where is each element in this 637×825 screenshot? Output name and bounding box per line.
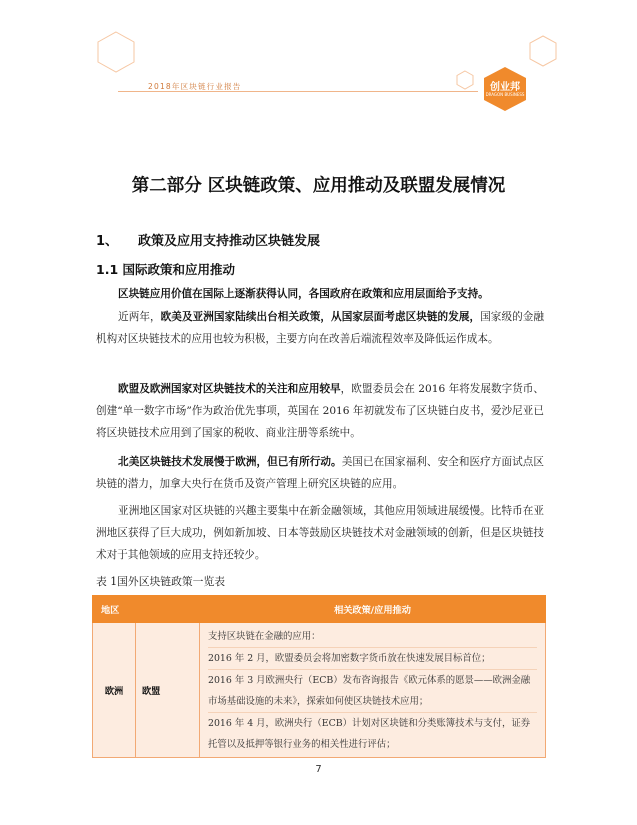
section-number: 1、 <box>96 234 119 249</box>
paragraph-3-text: ，欧盟委员会在 2016 年将发展数字货币、创建“单一数字市场”作为政治优先事项，英国在 2016 年初就发布了区块链白皮书，爱沙尼亚已将区块链技术应用到了国家的税收、商业注册等系统中。 <box>96 383 544 439</box>
policy-item: 支持区块链在金融的应用： <box>208 626 537 648</box>
section-heading: 政策及应用支持推动区块链发展 <box>138 234 321 249</box>
decorative-hexagon-small <box>456 70 474 90</box>
policy-table <box>92 595 546 758</box>
paragraph-3 <box>96 378 544 444</box>
decorative-hexagon-right <box>528 34 558 68</box>
table-caption: 表 1国外区块链政策一览表 <box>96 575 226 588</box>
paragraph-2-bold: 欧美及亚洲国家陆续出台相关政策，从国家层面考虑区块链的发展， <box>160 311 481 323</box>
policy-item: 2016 年 4 月，欧洲央行（ECB）计划对区块链和分类账簿技术与支付，证券托管以及抵押等银行业务的相关性进行评估； <box>208 718 531 750</box>
paragraph-2 <box>96 306 544 350</box>
page-number: 7 <box>315 764 322 775</box>
policy-item: 2016 年 3 月欧洲央行（ECB）发布咨询报告《欧元体系的愿景——欧洲金融市场基础设施的未来》，探索如何使区块链技术应用； <box>208 670 537 713</box>
page-title: 第二部分 区块链政策、应用推动及联盟发展情况 <box>131 176 506 196</box>
paragraph-4-text: 美国已在国家福利、安全和医疗方面试点区块链的潜力，加拿大央行在货币及资产管理上研究区块链的应用。 <box>96 456 545 490</box>
paragraph-5-text: 亚洲地区国家对区块链的兴趣主要集中在新金融领域，其他应用领域进展缓慢。比特币在亚洲地区获得了巨大成功，例如新加坡、日本等鼓励区块链技术对金融领域的创新，但是区块链技术对于其他领域的应用支持还较少。 <box>96 505 544 561</box>
header-divider <box>118 91 478 92</box>
paragraph-5 <box>96 500 544 566</box>
paragraph-3-bold: 欧盟及欧洲国家对区块链技术的关注和应用较早 <box>118 383 341 395</box>
paragraph-2-lead: 近两年， <box>118 311 161 323</box>
table-row <box>93 623 546 758</box>
paragraph-1 <box>96 283 544 305</box>
brand-logo-subtext: DRAGON BUSINESS <box>485 92 525 97</box>
table-header-row <box>93 596 546 623</box>
table-header-region: 地区 <box>93 596 200 623</box>
table-header-policy: 相关政策/应用推动 <box>200 596 546 623</box>
paragraph-2-text: 国家级的金融机构对区块链技术的应用也较为积极，主要方向在改善后端流程效率及降低运作成本。 <box>96 311 544 345</box>
table-cell-region: 欧洲 <box>93 623 136 758</box>
paragraph-4 <box>96 451 544 495</box>
policy-item: 2016 年 2 月，欧盟委员会将加密数字货币放在快速发展目标首位； <box>208 648 537 670</box>
subsection-heading: 1.1 国际政策和应用推动 <box>96 262 235 277</box>
table-cell-policies <box>200 623 546 758</box>
report-header-title: 2018年区块链行业报告 <box>148 82 242 91</box>
paragraph-4-bold: 北美区块链技术发展慢于欧洲，但已有所行动。 <box>118 456 342 468</box>
table-cell-subregion: 欧盟 <box>136 623 200 758</box>
brand-logo-text: 创业邦 <box>490 82 520 93</box>
paragraph-1-bold: 区块链应用价值在国际上逐渐获得认同，各国政府在政策和应用层面给予支持。 <box>118 288 489 300</box>
decorative-hexagon-left <box>96 30 136 74</box>
